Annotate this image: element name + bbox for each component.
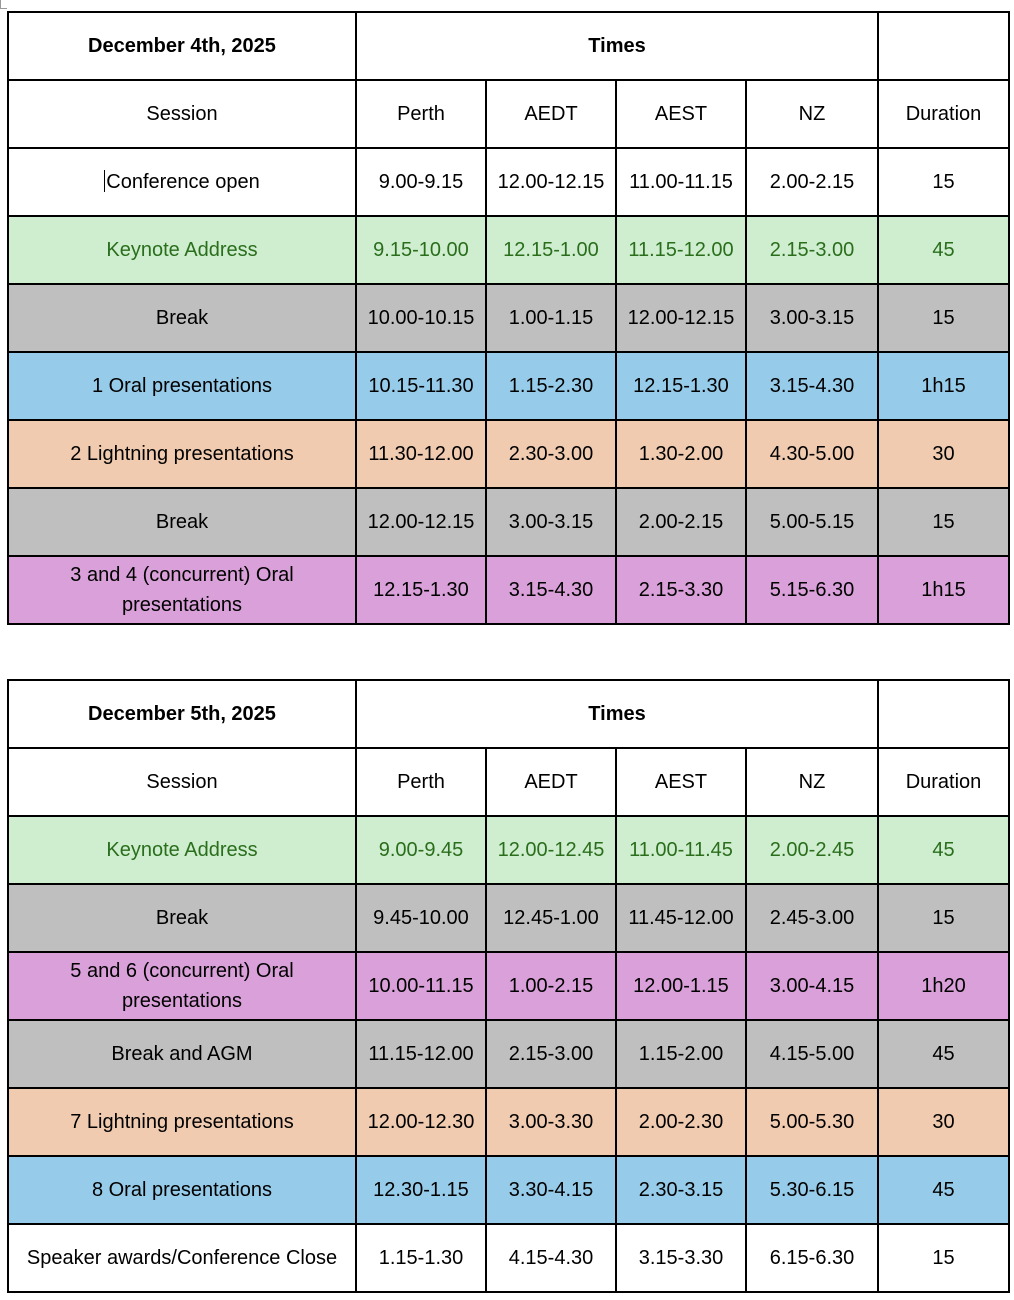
session-cell bbox=[8, 556, 356, 624]
aedt-time-cell bbox=[486, 148, 616, 216]
column-header-duration: Duration bbox=[878, 80, 1009, 148]
session-row bbox=[8, 556, 1009, 624]
duration-cell bbox=[878, 216, 1009, 284]
session-row bbox=[8, 284, 1009, 352]
duration-cell-text: 15 bbox=[932, 171, 955, 193]
aest-time-cell bbox=[616, 1224, 746, 1292]
nz-time-cell-text: 3.15-4.30 bbox=[769, 375, 855, 397]
session-row bbox=[8, 884, 1009, 952]
nz-time-cell bbox=[746, 1088, 878, 1156]
nz-time-cell-text: 2.45-3.00 bbox=[769, 907, 855, 929]
aedt-time-cell bbox=[486, 352, 616, 420]
aedt-time-cell-text: 3.30-4.15 bbox=[508, 1179, 594, 1201]
aedt-time-cell bbox=[486, 1224, 616, 1292]
aedt-time-cell bbox=[486, 420, 616, 488]
session-cell bbox=[8, 216, 356, 284]
session-cell-text: Speaker awards/Conference Close bbox=[26, 1247, 338, 1269]
aest-time-cell-text: 11.45-12.00 bbox=[628, 907, 734, 929]
aedt-time-cell bbox=[486, 284, 616, 352]
aest-time-cell bbox=[616, 352, 746, 420]
duration-cell bbox=[878, 352, 1009, 420]
duration-cell-text: 45 bbox=[932, 1179, 955, 1201]
aedt-time-cell-text: 1.15-2.30 bbox=[508, 375, 594, 397]
session-cell bbox=[8, 148, 356, 216]
duration-cell-text: 1h20 bbox=[921, 975, 966, 997]
session-row bbox=[8, 1088, 1009, 1156]
perth-time-cell bbox=[356, 148, 486, 216]
duration-cell-text: 45 bbox=[932, 239, 955, 261]
aedt-time-cell bbox=[486, 952, 616, 1020]
aest-time-cell bbox=[616, 216, 746, 284]
column-header-aedt: AEDT bbox=[486, 80, 616, 148]
aedt-time-cell-text: 1.00-2.15 bbox=[508, 975, 594, 997]
aedt-time-cell-text: 1.00-1.15 bbox=[508, 307, 594, 329]
nz-time-cell-text: 6.15-6.30 bbox=[769, 1247, 855, 1269]
nz-time-cell bbox=[746, 952, 878, 1020]
perth-time-cell bbox=[356, 216, 486, 284]
aest-time-cell bbox=[616, 284, 746, 352]
perth-time-cell-text: 12.00-12.15 bbox=[367, 511, 475, 533]
nz-time-cell bbox=[746, 284, 878, 352]
duration-cell-text: 30 bbox=[932, 443, 955, 465]
perth-time-cell-text: 10.15-11.30 bbox=[368, 375, 474, 397]
times-heading: Times bbox=[356, 12, 878, 80]
perth-time-cell-text: 12.00-12.30 bbox=[367, 1111, 475, 1133]
aest-time-cell-text: 2.15-3.30 bbox=[638, 579, 724, 601]
session-cell bbox=[8, 1020, 356, 1088]
column-header-perth: Perth bbox=[356, 748, 486, 816]
nz-time-cell-text: 4.15-5.00 bbox=[769, 1043, 855, 1065]
aedt-time-cell bbox=[486, 1156, 616, 1224]
session-cell-text: Break bbox=[155, 307, 209, 329]
nz-time-cell-text: 4.30-5.00 bbox=[769, 443, 855, 465]
duration-cell bbox=[878, 952, 1009, 1020]
session-cell-text: 3 and 4 (concurrent) Oral presentations bbox=[70, 564, 294, 616]
nz-time-cell-text: 3.00-4.15 bbox=[769, 975, 855, 997]
duration-cell bbox=[878, 556, 1009, 624]
column-header-aedt: AEDT bbox=[486, 748, 616, 816]
session-row bbox=[8, 1020, 1009, 1088]
aedt-time-cell-text: 3.00-3.30 bbox=[508, 1111, 594, 1133]
aest-time-cell bbox=[616, 420, 746, 488]
aest-time-cell-text: 12.00-1.15 bbox=[633, 975, 729, 997]
session-cell-text: 5 and 6 (concurrent) Oral presentations bbox=[70, 960, 294, 1012]
duration-cell-text: 15 bbox=[932, 907, 955, 929]
perth-time-cell-text: 12.15-1.30 bbox=[373, 579, 469, 601]
perth-time-cell-text: 11.30-12.00 bbox=[368, 443, 474, 465]
aedt-time-cell-text: 12.00-12.15 bbox=[497, 171, 605, 193]
aedt-time-cell-text: 2.30-3.00 bbox=[508, 443, 594, 465]
duration-cell-text: 1h15 bbox=[921, 579, 966, 601]
perth-time-cell bbox=[356, 420, 486, 488]
session-cell bbox=[8, 952, 356, 1020]
perth-time-cell bbox=[356, 1224, 486, 1292]
table-date-heading: December 5th, 2025 bbox=[8, 680, 356, 748]
aedt-time-cell bbox=[486, 556, 616, 624]
nz-time-cell-text: 2.00-2.45 bbox=[769, 839, 855, 861]
perth-time-cell-text: 1.15-1.30 bbox=[378, 1247, 464, 1269]
nz-time-cell-text: 5.15-6.30 bbox=[769, 579, 855, 601]
column-header-nz: NZ bbox=[746, 80, 878, 148]
duration-cell-text: 30 bbox=[932, 1111, 955, 1133]
aest-time-cell bbox=[616, 1088, 746, 1156]
column-header-row bbox=[8, 748, 1009, 816]
times-heading: Times bbox=[356, 680, 878, 748]
column-header-aest: AEST bbox=[616, 80, 746, 148]
aedt-time-cell-text: 4.15-4.30 bbox=[508, 1247, 594, 1269]
session-cell-text: Break bbox=[155, 907, 209, 929]
aedt-time-cell bbox=[486, 884, 616, 952]
session-cell bbox=[8, 816, 356, 884]
duration-cell bbox=[878, 420, 1009, 488]
aest-time-cell-text: 11.00-11.15 bbox=[629, 171, 733, 193]
aest-time-cell-text: 11.00-11.45 bbox=[629, 839, 733, 861]
duration-cell bbox=[878, 816, 1009, 884]
nz-time-cell bbox=[746, 884, 878, 952]
session-cell bbox=[8, 488, 356, 556]
column-header-aest: AEST bbox=[616, 748, 746, 816]
nz-time-cell bbox=[746, 420, 878, 488]
aest-time-cell-text: 12.15-1.30 bbox=[633, 375, 729, 397]
duration-cell bbox=[878, 488, 1009, 556]
session-row bbox=[8, 1224, 1009, 1292]
session-cell bbox=[8, 352, 356, 420]
perth-time-cell-text: 11.15-12.00 bbox=[368, 1043, 474, 1065]
duration-cell-text: 45 bbox=[932, 839, 955, 861]
duration-cell-text: 15 bbox=[932, 307, 955, 329]
aest-time-cell bbox=[616, 148, 746, 216]
table-body bbox=[8, 816, 1009, 1292]
duration-cell-text: 15 bbox=[932, 511, 955, 533]
perth-time-cell bbox=[356, 556, 486, 624]
aedt-time-cell-text: 3.00-3.15 bbox=[508, 511, 594, 533]
aedt-time-cell bbox=[486, 1020, 616, 1088]
duration-cell bbox=[878, 1156, 1009, 1224]
nz-time-cell bbox=[746, 148, 878, 216]
perth-time-cell-text: 9.00-9.15 bbox=[378, 171, 464, 193]
nz-time-cell-text: 5.00-5.30 bbox=[769, 1111, 855, 1133]
nz-time-cell bbox=[746, 352, 878, 420]
nz-time-cell-text: 5.30-6.15 bbox=[769, 1179, 855, 1201]
schedule-table-dec-4 bbox=[7, 11, 1010, 625]
perth-time-cell-text: 9.00-9.45 bbox=[378, 839, 464, 861]
session-row bbox=[8, 488, 1009, 556]
aest-time-cell bbox=[616, 556, 746, 624]
nz-time-cell bbox=[746, 216, 878, 284]
session-row bbox=[8, 352, 1009, 420]
aest-time-cell-text: 1.15-2.00 bbox=[638, 1043, 724, 1065]
table-title-row bbox=[8, 680, 1009, 748]
column-header-nz: NZ bbox=[746, 748, 878, 816]
session-cell bbox=[8, 884, 356, 952]
session-cell-text: 2 Lightning presentations bbox=[70, 443, 294, 465]
column-header-session: Session bbox=[8, 80, 356, 148]
session-cell bbox=[8, 1156, 356, 1224]
duration-cell bbox=[878, 884, 1009, 952]
aedt-time-cell-text: 12.15-1.00 bbox=[503, 239, 599, 261]
empty-header-cell bbox=[878, 680, 1009, 748]
perth-time-cell bbox=[356, 1020, 486, 1088]
duration-cell bbox=[878, 1088, 1009, 1156]
duration-cell bbox=[878, 1020, 1009, 1088]
nz-time-cell-text: 5.00-5.15 bbox=[769, 511, 855, 533]
nz-time-cell-text: 2.15-3.00 bbox=[769, 239, 855, 261]
session-cell-text: Keynote Address bbox=[106, 239, 258, 261]
perth-time-cell bbox=[356, 488, 486, 556]
session-row bbox=[8, 148, 1009, 216]
nz-time-cell-text: 2.00-2.15 bbox=[769, 171, 855, 193]
column-header-row bbox=[8, 80, 1009, 148]
schedule-table-dec-5 bbox=[7, 679, 1010, 1293]
session-cell-text: Break bbox=[155, 511, 209, 533]
nz-time-cell bbox=[746, 488, 878, 556]
empty-header-cell bbox=[878, 12, 1009, 80]
session-row bbox=[8, 216, 1009, 284]
aedt-time-cell bbox=[486, 816, 616, 884]
aest-time-cell bbox=[616, 1020, 746, 1088]
aest-time-cell-text: 12.00-12.15 bbox=[627, 307, 735, 329]
aest-time-cell-text: 11.15-12.00 bbox=[628, 239, 734, 261]
aest-time-cell-text: 2.00-2.15 bbox=[638, 511, 724, 533]
session-cell bbox=[8, 284, 356, 352]
aest-time-cell-text: 3.15-3.30 bbox=[638, 1247, 724, 1269]
session-cell-text: Conference open bbox=[106, 171, 260, 193]
session-row bbox=[8, 420, 1009, 488]
aest-time-cell bbox=[616, 884, 746, 952]
aest-time-cell bbox=[616, 488, 746, 556]
perth-time-cell bbox=[356, 816, 486, 884]
session-cell-text: 7 Lightning presentations bbox=[70, 1111, 294, 1133]
column-header-session: Session bbox=[8, 748, 356, 816]
aedt-time-cell-text: 3.15-4.30 bbox=[508, 579, 594, 601]
aest-time-cell bbox=[616, 1156, 746, 1224]
aedt-time-cell bbox=[486, 1088, 616, 1156]
duration-cell-text: 1h15 bbox=[921, 375, 966, 397]
duration-cell-text: 15 bbox=[932, 1247, 955, 1269]
perth-time-cell bbox=[356, 352, 486, 420]
session-row bbox=[8, 952, 1009, 1020]
column-header-duration: Duration bbox=[878, 748, 1009, 816]
table-title-row bbox=[8, 12, 1009, 80]
perth-time-cell bbox=[356, 952, 486, 1020]
perth-time-cell bbox=[356, 1156, 486, 1224]
duration-cell bbox=[878, 1224, 1009, 1292]
aest-time-cell-text: 2.00-2.30 bbox=[638, 1111, 724, 1133]
perth-time-cell bbox=[356, 884, 486, 952]
perth-time-cell-text: 9.45-10.00 bbox=[373, 907, 469, 929]
session-row bbox=[8, 1156, 1009, 1224]
session-cell-text: Keynote Address bbox=[106, 839, 258, 861]
table-date-heading: December 4th, 2025 bbox=[8, 12, 356, 80]
duration-cell bbox=[878, 148, 1009, 216]
aedt-time-cell bbox=[486, 216, 616, 284]
perth-time-cell bbox=[356, 1088, 486, 1156]
column-header-perth: Perth bbox=[356, 80, 486, 148]
nz-time-cell bbox=[746, 556, 878, 624]
aedt-time-cell-text: 12.00-12.45 bbox=[497, 839, 605, 861]
aest-time-cell bbox=[616, 816, 746, 884]
duration-cell-text: 45 bbox=[932, 1043, 955, 1065]
session-cell bbox=[8, 1088, 356, 1156]
table-body bbox=[8, 148, 1009, 624]
perth-time-cell-text: 10.00-11.15 bbox=[368, 975, 474, 997]
session-row bbox=[8, 816, 1009, 884]
aest-time-cell bbox=[616, 952, 746, 1020]
aedt-time-cell-text: 12.45-1.00 bbox=[503, 907, 599, 929]
aedt-time-cell-text: 2.15-3.00 bbox=[508, 1043, 594, 1065]
aest-time-cell-text: 1.30-2.00 bbox=[638, 443, 724, 465]
nz-time-cell bbox=[746, 1020, 878, 1088]
perth-time-cell-text: 12.30-1.15 bbox=[373, 1179, 469, 1201]
duration-cell bbox=[878, 284, 1009, 352]
session-cell-text: 1 Oral presentations bbox=[91, 375, 273, 397]
nz-time-cell-text: 3.00-3.15 bbox=[769, 307, 855, 329]
nz-time-cell bbox=[746, 1156, 878, 1224]
nz-time-cell bbox=[746, 816, 878, 884]
session-cell bbox=[8, 420, 356, 488]
session-cell bbox=[8, 1224, 356, 1292]
page-corner-mark bbox=[0, 0, 7, 9]
session-cell-text: Break and AGM bbox=[111, 1043, 253, 1065]
perth-time-cell-text: 10.00-10.15 bbox=[367, 307, 475, 329]
perth-time-cell bbox=[356, 284, 486, 352]
nz-time-cell bbox=[746, 1224, 878, 1292]
session-cell-text: 8 Oral presentations bbox=[91, 1179, 273, 1201]
perth-time-cell-text: 9.15-10.00 bbox=[373, 239, 469, 261]
aest-time-cell-text: 2.30-3.15 bbox=[638, 1179, 724, 1201]
aedt-time-cell bbox=[486, 488, 616, 556]
